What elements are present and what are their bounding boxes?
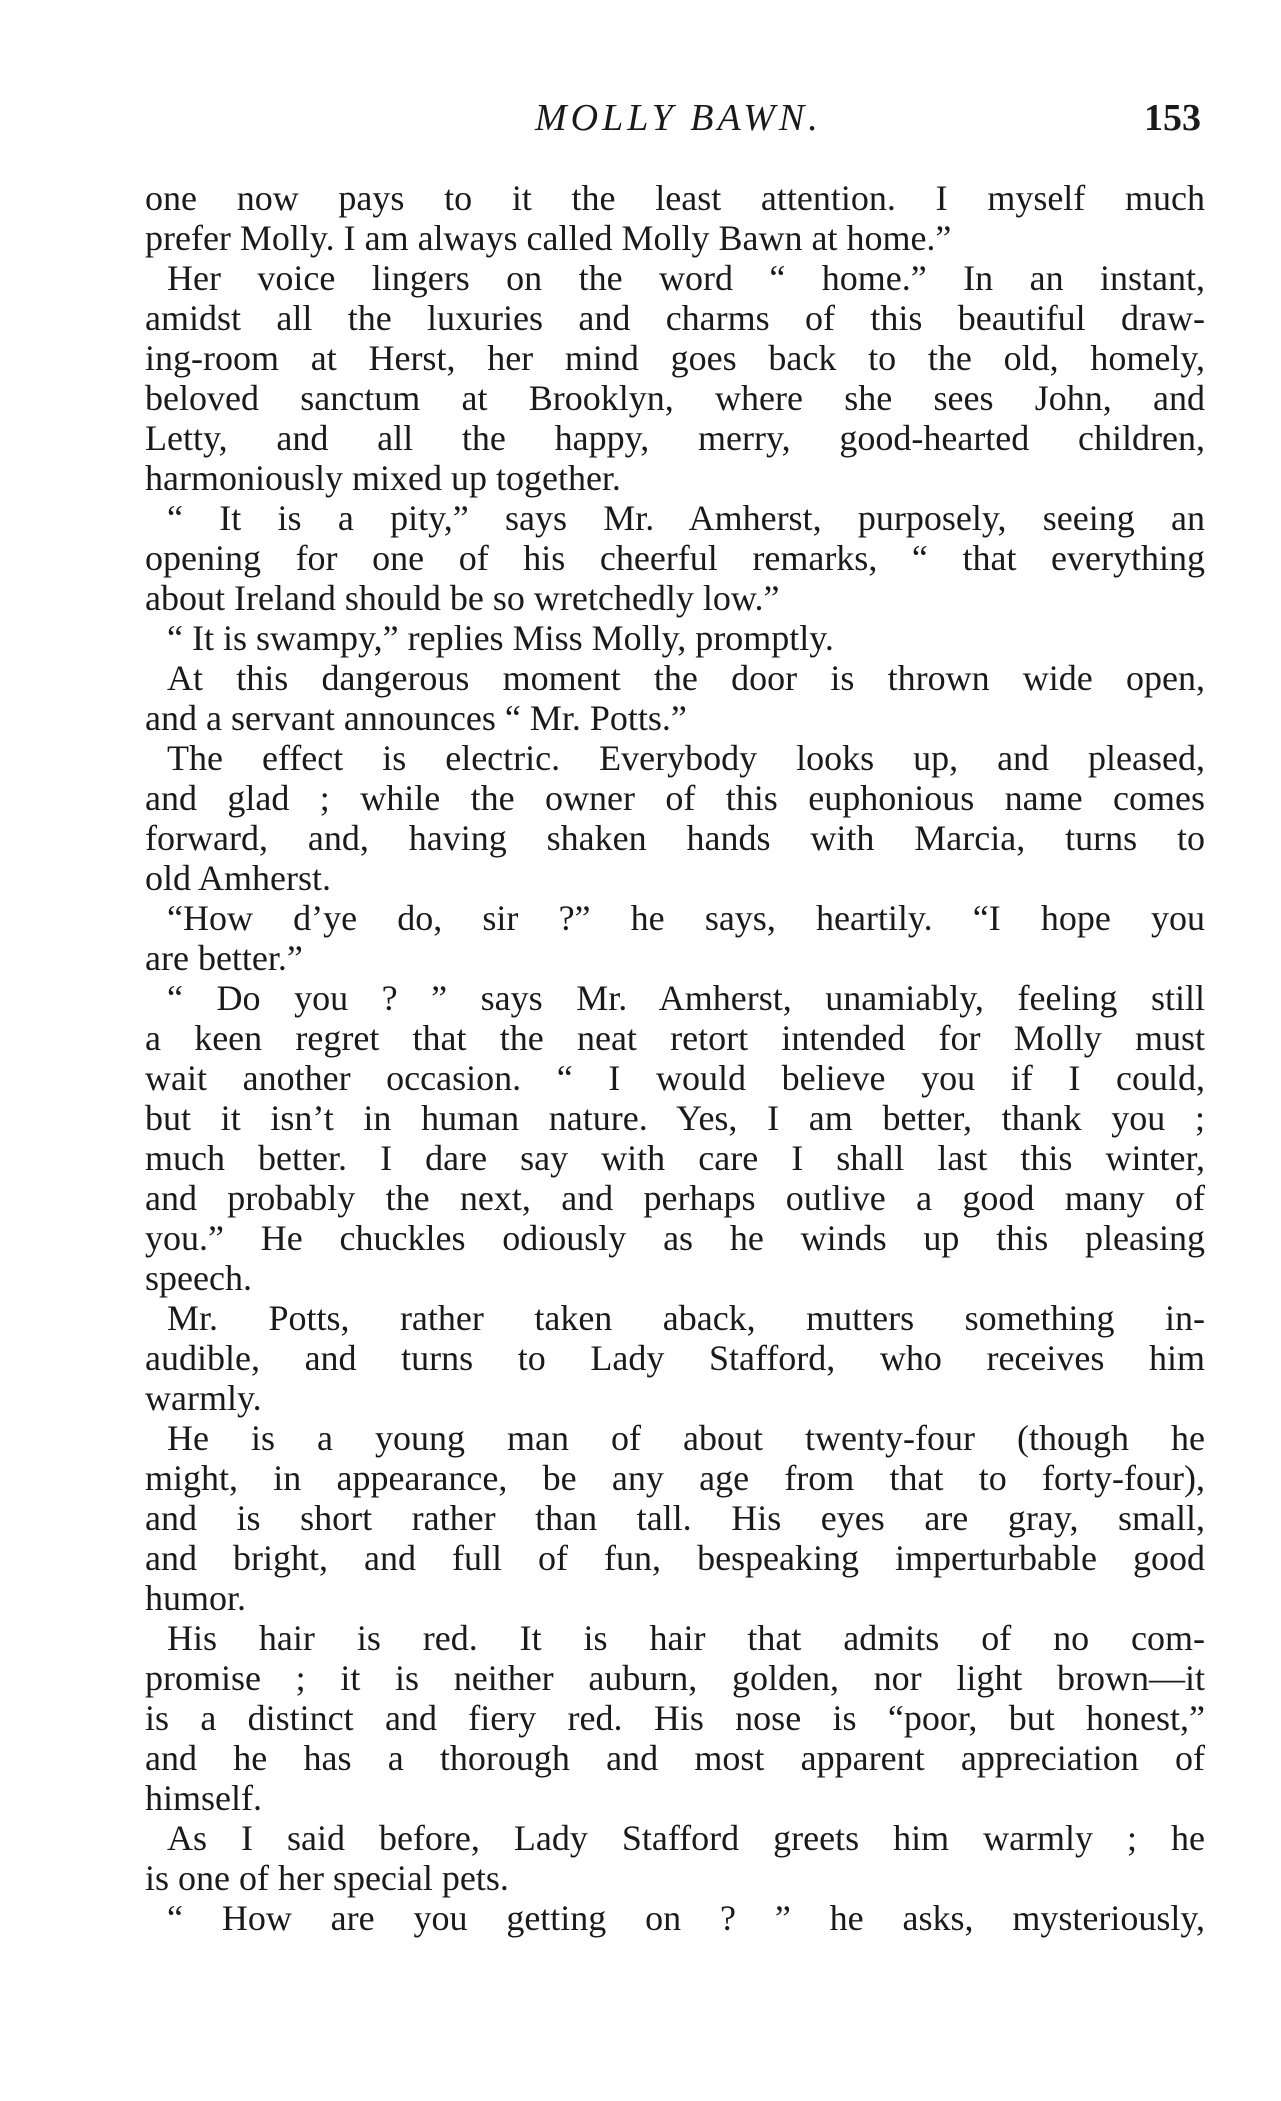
text-line: Mr. Potts, rather taken aback, mutters something in-: [167, 1298, 1205, 1338]
body-text: [145, 178, 1205, 1938]
text-line: and bright, and full of fun, bespeaking imperturbable good: [145, 1538, 1205, 1578]
text-line: ing-room at Herst, her mind goes back to the old, homely,: [145, 338, 1205, 378]
text-line: and he has a thorough and most apparent appreciation of: [145, 1738, 1205, 1778]
text-line: much better. I dare say with care I shall last this winter,: [145, 1138, 1205, 1178]
text-line: warmly.: [145, 1378, 262, 1418]
page-header: [145, 96, 1205, 146]
text-line: himself.: [145, 1778, 262, 1818]
text-line: is a distinct and fiery red. His nose is “poor, but honest,”: [145, 1698, 1205, 1738]
page-number: 153: [1144, 97, 1201, 139]
text-line: and glad ; while the owner of this euphonious name comes: [145, 778, 1205, 818]
text-line: His hair is red. It is hair that admits of no com-: [167, 1618, 1205, 1658]
text-line: amidst all the luxuries and charms of this beautiful draw-: [145, 298, 1205, 338]
text-line: harmoniously mixed up together.: [145, 458, 621, 498]
text-line: Her voice lingers on the word “ home.” In an instant,: [167, 258, 1205, 298]
text-line: wait another occasion. “ I would believe you if I could,: [145, 1058, 1205, 1098]
text-line: you.” He chuckles odiously as he winds up this pleasing: [145, 1218, 1205, 1258]
text-line: is one of her special pets.: [145, 1858, 509, 1898]
text-line: one now pays to it the least attention. I myself much: [145, 178, 1205, 218]
text-line: forward, and, having shaken hands with Marcia, turns to: [145, 818, 1205, 858]
text-line: The effect is electric. Everybody looks up, and pleased,: [167, 738, 1205, 778]
text-line: and a servant announces “ Mr. Potts.”: [145, 698, 687, 738]
text-line: opening for one of his cheerful remarks, “ that everything: [145, 538, 1205, 578]
running-title: MOLLY BAWN.: [535, 97, 822, 139]
text-line: and is short rather than tall. His eyes are gray, small,: [145, 1498, 1205, 1538]
text-line: might, in appearance, be any age from that to forty-four),: [145, 1458, 1205, 1498]
text-line: but it isn’t in human nature. Yes, I am better, thank you ;: [145, 1098, 1205, 1138]
text-line: “ Do you ? ” says Mr. Amherst, unamiably, feeling still: [167, 978, 1205, 1018]
text-line: At this dangerous moment the door is thrown wide open,: [167, 658, 1205, 698]
text-line: “ It is a pity,” says Mr. Amherst, purposely, seeing an: [167, 498, 1205, 538]
text-line: promise ; it is neither auburn, golden, nor light brown—it: [145, 1658, 1205, 1698]
text-line: a keen regret that the neat retort intended for Molly must: [145, 1018, 1205, 1058]
text-line: humor.: [145, 1578, 247, 1618]
text-line: are better.”: [145, 938, 303, 978]
text-line: “ How are you getting on ? ” he asks, mysteriously,: [167, 1898, 1205, 1938]
text-line: “How d’ye do, sir ?” he says, heartily. “I hope you: [167, 898, 1205, 938]
text-line: and probably the next, and perhaps outlive a good many of: [145, 1178, 1205, 1218]
text-line: “ It is swampy,” replies Miss Molly, promptly.: [167, 618, 834, 658]
text-line: beloved sanctum at Brooklyn, where she sees John, and: [145, 378, 1205, 418]
text-line: audible, and turns to Lady Stafford, who receives him: [145, 1338, 1205, 1378]
text-line: As I said before, Lady Stafford greets him warmly ; he: [167, 1818, 1205, 1858]
text-line: Letty, and all the happy, merry, good-hearted children,: [145, 418, 1205, 458]
text-line: speech.: [145, 1258, 252, 1298]
text-line: about Ireland should be so wretchedly low.”: [145, 578, 780, 618]
text-line: old Amherst.: [145, 858, 331, 898]
text-line: He is a young man of about twenty-four (though he: [167, 1418, 1205, 1458]
text-line: prefer Molly. I am always called Molly Bawn at home.”: [145, 218, 952, 258]
